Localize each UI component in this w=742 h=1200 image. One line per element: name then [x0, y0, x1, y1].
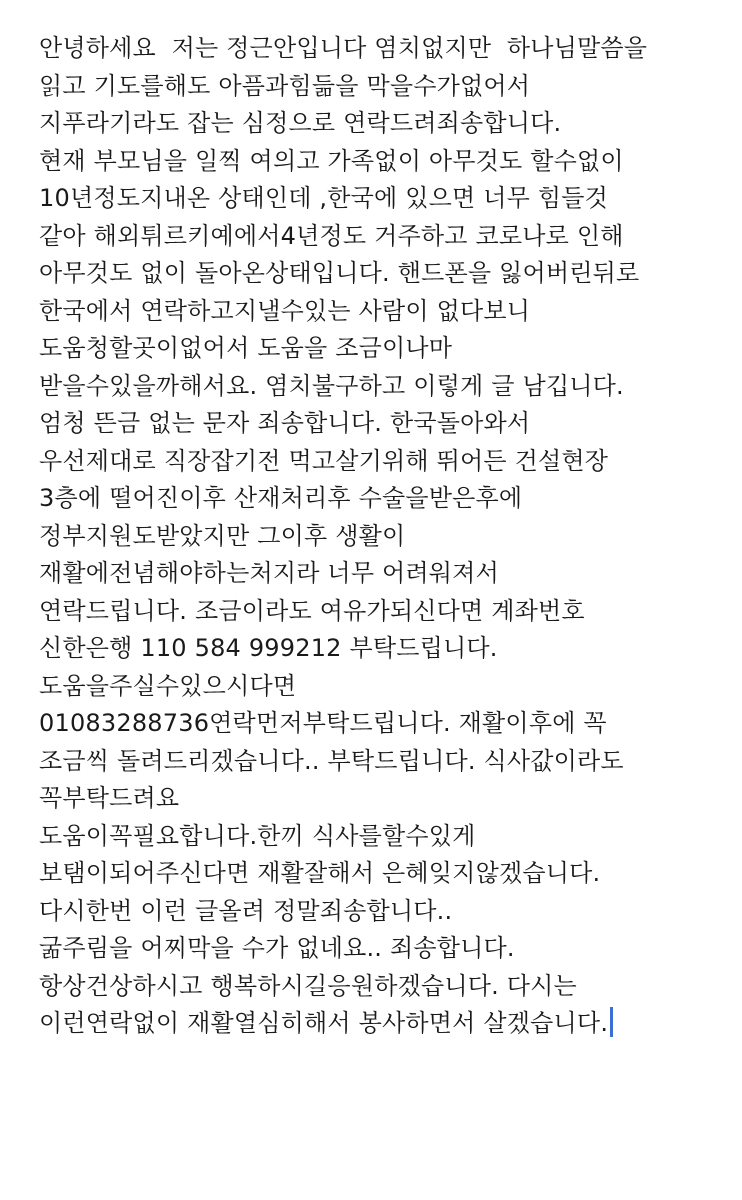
message-line-text: 이런연락없이 재활열심히해서 봉사하면서 살겠습니다.	[39, 1009, 609, 1037]
message-line: 굶주림을 어찌막을 수가 없네요.. 죄송합니다.	[39, 934, 515, 962]
message-line: 항상건상하시고 행복하시길응원하겠습니다. 다시는	[39, 971, 577, 1000]
message-line: 조금씩 돌려드리겠습니다.. 부탁드립니다. 식사값이라도	[39, 746, 624, 775]
message-line: 연락드립니다. 조금이라도 여유가되신다면 계좌번호	[39, 596, 585, 625]
text-cursor	[610, 1007, 613, 1037]
message-line: 아무것도 없이 돌아온상태입니다. 핸드폰을 잃어버린뒤로	[39, 259, 640, 287]
message-line: 재활에전념해야하는처지라 너무 어려워져서	[39, 559, 499, 587]
message-line: 보탬이되어주신다면 재활잘해서 은혜잊지않겠습니다.	[39, 859, 601, 887]
message-line: 도움이꼭필요합니다.한끼 식사를할수있게	[39, 821, 476, 850]
message-line: 3층에 떨어진이후 산재처리후 수술을받은후에	[39, 484, 523, 512]
message-line: 도움청할곳이없어서 도움을 조금이나마	[39, 334, 453, 362]
message-line: 안녕하세요 저는 정근안입니다 염치없지만 하나님말씀을	[39, 34, 648, 62]
message-line: 10년정도지내온 상태인데 ,한국에 있으면 너무 힘들것	[39, 184, 608, 212]
message-line: 읽고 기도를해도 아픔과힘듦을 막을수가없어서	[39, 71, 531, 100]
message-line: 정부지원도받았지만 그이후 생활이	[39, 521, 406, 550]
message-text-area[interactable]	[39, 30, 729, 1043]
message-line: 도움을주실수있으시다면	[39, 671, 297, 700]
message-line: 같아 해외튀르키예에서4년정도 거주하고 코로나로 인해	[39, 221, 624, 250]
message-line: 우선제대로 직장잡기전 먹고살기위해 뛰어든 건설현장	[39, 446, 609, 475]
message-line: 한국에서 연락하고지낼수있는 사람이 없다보니	[39, 296, 531, 325]
message-line: 다시한번 이런 글올려 정말죄송합니다..	[39, 896, 453, 925]
message-line: 현재 부모님을 일찍 여의고 가족없이 아무것도 할수없이	[39, 146, 624, 175]
message-line: 지푸라기라도 잡는 심정으로 연락드려죄송합니다.	[39, 109, 562, 137]
message-line: 꼭부탁드려요	[39, 784, 180, 812]
message-line-last	[39, 1005, 729, 1043]
message-line: 신한은행 110 584 999212 부탁드립니다.	[39, 634, 498, 662]
message-line: 01083288736연락먼저부탁드립니다. 재활이후에 꼭	[39, 709, 607, 737]
message-line: 엄청 뜬금 없는 문자 죄송합니다. 한국돌아와서	[39, 409, 531, 437]
message-line: 받을수있을까해서요. 염치불구하고 이렇게 글 남깁니다.	[39, 371, 624, 400]
